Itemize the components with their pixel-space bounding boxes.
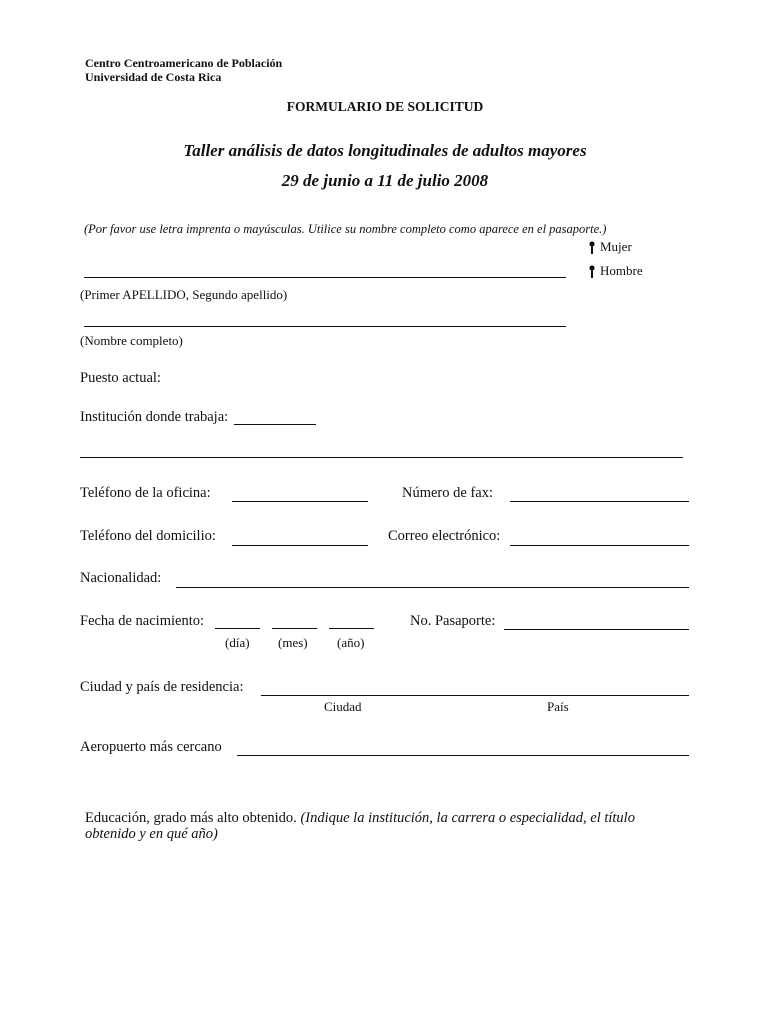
checkbox-hombre-icon[interactable]: [587, 265, 597, 278]
education-hint-line1: (Indique la institución, la carrera o especialidad, el título: [300, 810, 635, 826]
education-hint-line2: obtenido y en qué año): [85, 826, 218, 842]
surnames-input-line[interactable]: [84, 277, 566, 278]
office-phone-label: Teléfono de la oficina:: [80, 485, 211, 501]
instructions: (Por favor use letra imprenta o mayúsculas. Utilice su nombre completo como aparece en el pasaporte.): [84, 222, 607, 236]
option-mujer: Mujer: [600, 239, 632, 254]
passport-input-line[interactable]: [504, 629, 689, 630]
university-name: Universidad de Costa Rica: [85, 70, 222, 84]
home-phone-input-line[interactable]: [232, 545, 368, 546]
form-title: FORMULARIO DE SOLICITUD: [286, 99, 484, 114]
country-caption: País: [547, 699, 569, 714]
office-phone-input-line[interactable]: [232, 501, 368, 502]
institution-input-line-2[interactable]: [80, 457, 683, 458]
birth-day-input-line[interactable]: [215, 628, 260, 629]
fax-label: Número de fax:: [402, 485, 493, 501]
workshop-title: Taller análisis de datos longitudinales de adultos mayores: [183, 141, 587, 160]
option-hombre: Hombre: [600, 263, 643, 278]
airport-input-line[interactable]: [237, 755, 689, 756]
email-label: Correo electrónico:: [388, 528, 501, 544]
airport-label: Aeropuerto más cercano: [80, 739, 222, 755]
birthdate-label: Fecha de nacimiento:: [80, 613, 205, 629]
checkbox-mujer-icon[interactable]: [587, 241, 597, 254]
residence-label: Ciudad y país de residencia:: [80, 679, 244, 695]
surnames-caption: (Primer APELLIDO, Segundo apellido): [80, 287, 288, 302]
residence-input-line[interactable]: [261, 695, 689, 696]
birth-month-input-line[interactable]: [272, 628, 317, 629]
workshop-dates: 29 de junio a 11 de julio 2008: [281, 171, 489, 190]
city-caption: Ciudad: [324, 699, 362, 714]
institution-label: Institución donde trabaja:: [80, 409, 229, 425]
fullname-caption: (Nombre completo): [80, 333, 183, 348]
education-label-text: Educación, grado más alto obtenido.: [85, 810, 297, 826]
nationality-input-line[interactable]: [176, 587, 689, 588]
fax-input-line[interactable]: [510, 501, 689, 502]
fullname-input-line[interactable]: [84, 326, 566, 327]
year-caption: (año): [337, 635, 365, 650]
nationality-label: Nacionalidad:: [80, 570, 162, 586]
home-phone-label: Teléfono del domicilio:: [80, 528, 216, 544]
birth-year-input-line[interactable]: [329, 628, 374, 629]
email-input-line[interactable]: [510, 545, 689, 546]
day-caption: (día): [225, 635, 250, 650]
education-label: [85, 810, 635, 827]
org-name: Centro Centroamericano de Población: [85, 56, 283, 70]
position-label: Puesto actual:: [80, 370, 161, 386]
passport-label: No. Pasaporte:: [410, 613, 496, 629]
institution-input-line[interactable]: [234, 424, 316, 425]
month-caption: (mes): [278, 635, 308, 650]
